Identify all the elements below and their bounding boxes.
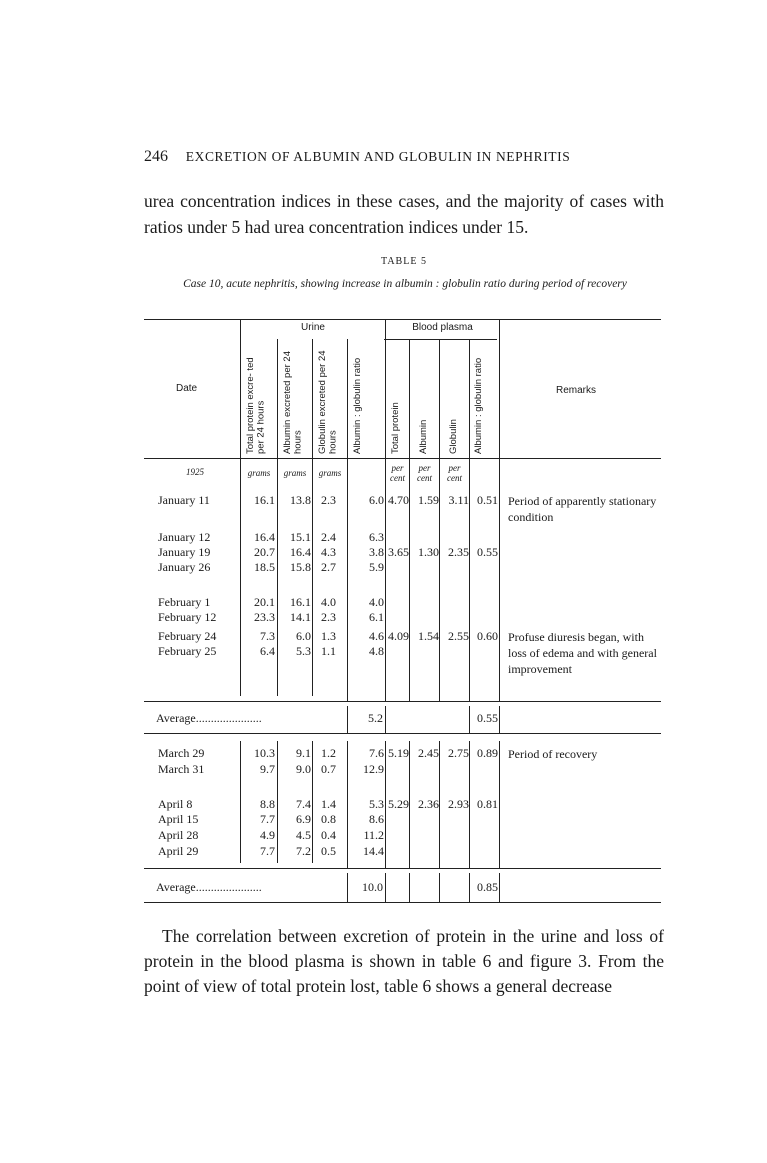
row-date: January 11 xyxy=(158,493,210,507)
vrule xyxy=(385,873,386,902)
cell-t: 7.7 xyxy=(260,844,275,858)
cell-r: 7.6 xyxy=(369,746,384,760)
unit-grams: grams xyxy=(318,468,342,478)
col-ratio-plasma: Albumin : globulin ratio xyxy=(473,357,484,454)
unit-year: 1925 xyxy=(186,467,204,477)
vrule xyxy=(499,706,500,733)
cell-g: 0.8 xyxy=(321,812,336,826)
rule-before-avg2 xyxy=(144,868,661,869)
cell-a: 16.1 xyxy=(290,595,311,609)
outro-text: The correlation between excretion of protein in the urine and loss of protein in the blood plasma is shown in table 6 and figure 3. From the point of view of total protein lost, table 6 shows a general decrease xyxy=(144,926,664,996)
cell-a: 6.9 xyxy=(296,812,311,826)
cell-pa: 2.36 xyxy=(418,797,439,811)
cell-a: 4.5 xyxy=(296,828,311,842)
col-albumin: Albumin xyxy=(418,419,429,454)
cell-tp: 4.70 xyxy=(388,493,409,507)
cell-g: 2.7 xyxy=(321,560,336,574)
average-label: Average...................... xyxy=(156,880,262,894)
vrule xyxy=(409,339,410,701)
average-ratio-urine: 10.0 xyxy=(362,880,383,894)
rule-top xyxy=(144,319,661,320)
row-date: January 12 xyxy=(158,530,211,544)
cell-t: 16.1 xyxy=(254,493,275,507)
cell-a: 15.1 xyxy=(290,530,311,544)
cell-t: 7.7 xyxy=(260,812,275,826)
row-date: April 15 xyxy=(158,812,199,826)
cell-t: 4.9 xyxy=(260,828,275,842)
col-ratio-urine: Albumin : globulin ratio xyxy=(352,357,363,454)
cell-g: 2.4 xyxy=(321,530,336,544)
cell-t: 8.8 xyxy=(260,797,275,811)
cell-t: 18.5 xyxy=(254,560,275,574)
cell-pg: 2.93 xyxy=(448,797,469,811)
unit-per-cent: per cent xyxy=(447,463,462,483)
cell-a: 7.4 xyxy=(296,797,311,811)
cell-t: 7.3 xyxy=(260,629,275,643)
row-date: April 8 xyxy=(158,797,193,811)
average-ratio-plasma: 0.55 xyxy=(477,711,498,725)
cell-r: 11.2 xyxy=(363,828,384,842)
cell-g: 0.5 xyxy=(321,844,336,858)
cell-r: 6.0 xyxy=(369,493,384,507)
cell-pr: 0.51 xyxy=(477,493,498,507)
cell-g: 1.2 xyxy=(321,746,336,760)
cell-a: 6.0 xyxy=(296,629,311,643)
table-label: TABLE 5 xyxy=(381,256,427,267)
average-label: Average...................... xyxy=(156,711,262,725)
cell-g: 1.4 xyxy=(321,797,336,811)
cell-r: 12.9 xyxy=(363,762,384,776)
row-date: February 25 xyxy=(158,644,217,658)
cell-pr: 0.55 xyxy=(477,545,498,559)
row-date: January 19 xyxy=(158,545,211,559)
remark-diuresis: Profuse diuresis began, with loss of edema and with general improvement xyxy=(508,630,657,676)
vrule xyxy=(499,741,500,868)
cell-a: 13.8 xyxy=(290,493,311,507)
cell-a: 15.8 xyxy=(290,560,311,574)
vrule xyxy=(385,706,386,733)
cell-t: 9.7 xyxy=(260,762,275,776)
cell-pg: 2.55 xyxy=(448,629,469,643)
cell-a: 5.3 xyxy=(296,644,311,658)
cell-r: 5.3 xyxy=(369,797,384,811)
remark-recovery: Period of recovery xyxy=(508,747,598,761)
vrule xyxy=(409,873,410,902)
row-date: April 29 xyxy=(158,844,199,858)
group-urine: Urine xyxy=(301,322,325,333)
cell-pa: 1.54 xyxy=(418,629,439,643)
average-ratio-urine: 5.2 xyxy=(368,711,383,725)
row-date: March 29 xyxy=(158,746,205,760)
rule-header-bottom xyxy=(144,458,661,459)
cell-r: 3.8 xyxy=(369,545,384,559)
cell-r: 14.4 xyxy=(363,844,384,858)
unit-grams: grams xyxy=(247,468,271,478)
cell-pa: 1.59 xyxy=(418,493,439,507)
unit-per-cent: per cent xyxy=(417,463,432,483)
cell-g: 0.7 xyxy=(321,762,336,776)
cell-g: 1.3 xyxy=(321,629,336,643)
row-date: March 31 xyxy=(158,762,205,776)
cell-r: 5.9 xyxy=(369,560,384,574)
row-date: February 12 xyxy=(158,610,217,624)
cell-r: 6.3 xyxy=(369,530,384,544)
unit-per-cent: per cent xyxy=(390,463,405,483)
row-date: January 26 xyxy=(158,560,211,574)
unit-grams: grams xyxy=(283,468,307,478)
vrule xyxy=(499,873,500,902)
cell-pg: 2.75 xyxy=(448,746,469,760)
cell-a: 14.1 xyxy=(290,610,311,624)
col-albumin-excreted: Albumin excreted per 24 hours xyxy=(282,351,304,454)
col-total-protein: Total protein xyxy=(390,402,401,454)
cell-t: 6.4 xyxy=(260,644,275,658)
cell-pr: 0.60 xyxy=(477,629,498,643)
row-date: February 1 xyxy=(158,595,211,609)
cell-t: 20.7 xyxy=(254,545,275,559)
rule-bottom xyxy=(144,902,661,903)
table-caption: Case 10, acute nephritis, showing increase in albumin : globulin ratio during period of recovery xyxy=(183,278,627,290)
average-ratio-plasma: 0.85 xyxy=(477,880,498,894)
cell-a: 7.2 xyxy=(296,844,311,858)
cell-pr: 0.89 xyxy=(477,746,498,760)
cell-g: 0.4 xyxy=(321,828,336,842)
cell-g: 1.1 xyxy=(321,644,336,658)
cell-g: 2.3 xyxy=(321,610,336,624)
running-title: EXCRETION OF ALBUMIN AND GLOBULIN IN NEPHRITIS xyxy=(185,149,571,164)
row-date: April 28 xyxy=(158,828,199,842)
intro-paragraph: urea concentration indices in these cases, and the majority of cases with ratios under 5 had urea concentration indices under 15. xyxy=(144,191,664,237)
cell-r: 8.6 xyxy=(369,812,384,826)
cell-g: 4.0 xyxy=(321,595,336,609)
cell-pa: 1.30 xyxy=(418,545,439,559)
cell-a: 16.4 xyxy=(290,545,311,559)
vrule xyxy=(439,339,440,701)
cell-r: 4.8 xyxy=(369,644,384,658)
cell-a: 9.1 xyxy=(296,746,311,760)
cell-tp: 5.29 xyxy=(388,797,409,811)
cell-tp: 5.19 xyxy=(388,746,409,760)
cell-t: 10.3 xyxy=(254,746,275,760)
rule-after-avg1 xyxy=(144,733,661,734)
page-number: 246 xyxy=(144,148,168,165)
cell-g: 4.3 xyxy=(321,545,336,559)
cell-tp: 3.65 xyxy=(388,545,409,559)
cell-r: 4.0 xyxy=(369,595,384,609)
vrule xyxy=(439,873,440,902)
cell-r: 4.6 xyxy=(369,629,384,643)
cell-pr: 0.81 xyxy=(477,797,498,811)
cell-t: 16.4 xyxy=(254,530,275,544)
cell-g: 2.3 xyxy=(321,493,336,507)
page-header xyxy=(144,148,664,166)
cell-pg: 2.35 xyxy=(448,545,469,559)
rule-plasma-group xyxy=(384,339,497,340)
cell-pg: 3.11 xyxy=(448,493,469,507)
col-globulin: Globulin xyxy=(448,419,459,454)
cell-a: 9.0 xyxy=(296,762,311,776)
rule-before-avg1 xyxy=(144,701,661,702)
cell-t: 23.3 xyxy=(254,610,275,624)
col-date: Date xyxy=(176,383,198,394)
col-remarks: Remarks xyxy=(556,385,597,396)
cell-t: 20.1 xyxy=(254,595,275,609)
col-globulin-excreted: Globulin excreted per 24 hours xyxy=(317,350,339,454)
cell-r: 6.1 xyxy=(369,610,384,624)
row-date: February 24 xyxy=(158,629,217,643)
outro-paragraph xyxy=(144,924,664,999)
group-plasma: Blood plasma xyxy=(412,322,473,333)
col-total-excreted: Total protein excre- ted per 24 hours xyxy=(245,357,267,454)
vrule xyxy=(469,339,470,701)
cell-tp: 4.09 xyxy=(388,629,409,643)
cell-pa: 2.45 xyxy=(418,746,439,760)
vrule xyxy=(499,319,500,701)
remark-stationary: Period of apparently stationary condition xyxy=(508,494,657,524)
